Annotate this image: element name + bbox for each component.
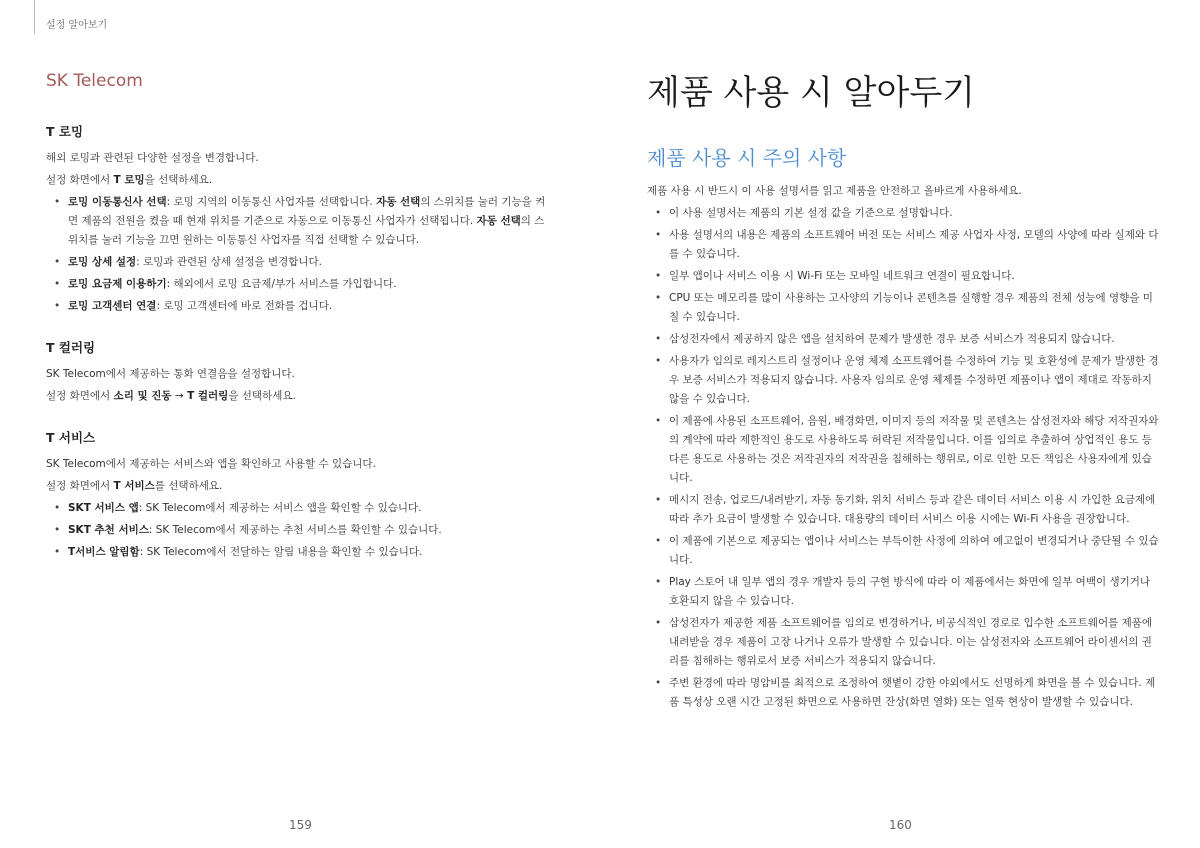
body-line (46, 387, 546, 406)
text-run: : 해외에서 로밍 요금제/부가 서비스를 가입합니다. (166, 278, 397, 290)
text-run: 의 스위치를 눌러 기능을 끄면 원하는 이동통신 사업자를 직접 선택할 수 있습니다. (68, 215, 545, 246)
bold-term: 로밍 요금제 이용하기 (68, 278, 167, 290)
caution-item: • 사용 설명서의 내용은 제품의 소프트웨어 버전 또는 서비스 제공 사업자 사정, 모델의 사양에 따라 실제와 다를 수 있습니다. (647, 226, 1159, 264)
bold-term: 로밍 이동통신사 선택 (68, 196, 167, 208)
intro-text: 제품 사용 시 반드시 이 사용 설명서를 읽고 제품을 안전하고 올바르게 사용하세요. (647, 185, 1022, 197)
bold-term: SKT 서비스 앱 (68, 502, 139, 514)
text-run: 의 스위치를 눌러 기능을 켜면 제품의 전원을 켰을 때 현재 위치를 기준으로 자동으로 이동통신 사업자가 선택됩니다. (68, 196, 546, 227)
caution-item: • 삼성전자가 제공한 제품 소프트웨어를 임의로 변경하거나, 비공식적인 경로로 입수한 소프트웨어를 제품에 내려받을 경우 제품이 고장 나거나 오류가 발생할 수 있습니다. 이는 삼성전자와 소프트웨어 라이센서의 권리를 침해하는 행위로서 보증 서비스가 적용되지 않습니다. (647, 614, 1159, 671)
body-line (46, 149, 546, 168)
bullet-item (46, 499, 546, 518)
section-title: 제품 사용 시 알아두기 (647, 73, 976, 113)
bold-term: 로밍 상세 설정 (68, 256, 137, 268)
bold-term: T 컬러링 (187, 390, 229, 402)
text-run: 를 선택하세요. (154, 480, 223, 492)
subsection-title: 제품 사용 시 주의 사항 (647, 146, 847, 170)
bullet-item (46, 253, 546, 272)
caution-item: • 삼성전자에서 제공하지 않은 앱을 설치하여 문제가 발생한 경우 보증 서비스가 적용되지 않습니다. (647, 330, 1159, 349)
body-line (46, 365, 546, 384)
text-run: 을 선택하세요. (228, 390, 296, 402)
text-run: 을 선택하세요. (144, 174, 213, 186)
body-line (46, 477, 546, 496)
brand-title: SK Telecom (46, 71, 143, 91)
section-bullets (46, 499, 546, 562)
text-run: : 로밍과 관련된 상세 설정을 변경합니다. (136, 256, 323, 268)
caution-item: • 메시지 전송, 업로드/내려받기, 자동 동기화, 위치 서비스 등과 같은 데이터 서비스 이용 시 가입한 요금제에 따라 추가 요금이 발생할 수 있습니다. 대용량의 데이터 서비스 이용 시에는 Wi-Fi 사용을 권장합니다. (647, 491, 1159, 529)
heading-t-coloring: T 컬러링 (46, 340, 96, 355)
caution-item: • Play 스토어 내 일부 앱의 경우 개발자 등의 구현 방식에 따라 이 제품에서는 화면에 일부 여백이 생기거나 호환되지 않을 수 있습니다. (647, 573, 1159, 611)
section-lines (46, 149, 546, 190)
caution-item: • 이 제품에 기본으로 제공되는 앱이나 서비스는 부득이한 사정에 의하여 예고없이 변경되거나 중단될 수 있습니다. (647, 532, 1159, 570)
text-run: : 로밍 지역의 이동통신 사업자를 선택합니다. (166, 196, 377, 208)
heading-t-service: T 서비스 (46, 430, 96, 445)
bold-term: SKT 추천 서비스 (68, 524, 149, 536)
caution-list (647, 204, 1159, 712)
right-content (647, 70, 1159, 712)
caution-item: • 이 사용 설명서는 제품의 기본 설정 값을 기준으로 설명합니다. (647, 204, 1159, 223)
bullet-item (46, 275, 546, 294)
text-run: 설정 화면에서 (46, 480, 114, 492)
body-line (46, 455, 546, 474)
caution-item: • 이 제품에 사용된 소프트웨어, 음원, 배경화면, 이미지 등의 저작물 및 콘텐츠는 삼성전자와 해당 저작권자와의 계약에 따라 제한적인 용도로 사용하도록 허락된 저작물입니다. 이를 임의로 추출하여 상업적인 용도 등 다른 용도로 사용하는 것은 저작권자의 저작권을 침해하는 행위로, 이로 인한 모든 책임은 사용자에게 있습니다. (647, 412, 1159, 488)
caution-item: • 주변 환경에 따라 명암비를 최적으로 조정하여 햇볕이 강한 야외에서도 선명하게 화면을 볼 수 있습니다. 제품 특성상 오랜 시간 고정된 화면으로 사용하면 잔상(화면 열화) 또는 얼룩 현상이 발생할 수 있습니다. (647, 674, 1159, 712)
bold-term: 로밍 고객센터 연결 (68, 300, 157, 312)
bold-term: T 서비스 (113, 480, 155, 492)
bullet-item (46, 297, 546, 316)
section-lines (46, 365, 546, 406)
page-number-left: 159 (289, 818, 312, 832)
section-lines (46, 455, 546, 496)
text-run: : 로밍 고객센터에 바로 전화를 겁니다. (156, 300, 333, 312)
right-page (600, 0, 1200, 848)
bold-term: 소리 및 진동 (113, 390, 172, 402)
body-line (46, 171, 546, 190)
text-run: 설정 화면에서 (46, 390, 114, 402)
bullet-item (46, 521, 546, 540)
text-run: SK Telecom에서 제공하는 서비스와 앱을 확인하고 사용할 수 있습니다. (46, 458, 376, 470)
caution-item: • 일부 앱이나 서비스 이용 시 Wi-Fi 또는 모바일 네트워크 연결이 필요합니다. (647, 267, 1159, 286)
caution-item: • CPU 또는 메모리를 많이 사용하는 고사양의 기능이나 콘텐츠를 실행할 경우 제품의 전체 성능에 영향을 미칠 수 있습니다. (647, 289, 1159, 327)
text-run: → (171, 390, 188, 402)
text-run: SK Telecom에서 제공하는 통화 연결음을 설정합니다. (46, 368, 295, 380)
text-run: : SK Telecom에서 제공하는 서비스 앱을 확인할 수 있습니다. (138, 502, 422, 514)
page-number-right: 160 (889, 818, 912, 832)
heading-t-roaming: T 로밍 (46, 124, 84, 139)
text-run: 설정 화면에서 (46, 174, 114, 186)
running-head: 설정 알아보기 (46, 20, 108, 31)
caution-item: • 사용자가 임의로 레지스트리 설정이나 운영 체제 소프트웨어를 수정하여 기능 및 호환성에 문제가 발생한 경우 보증 서비스가 적용되지 않습니다. 사용자 임의로 운영 체제를 수정하면 제품이나 앱이 제대로 작동하지 않을 수 있습니다. (647, 352, 1159, 409)
text-run: 해외 로밍과 관련된 다양한 설정을 변경합니다. (46, 152, 259, 164)
text-run: : SK Telecom에서 전달하는 알림 내용을 확인할 수 있습니다. (139, 546, 423, 558)
bullet-item (46, 193, 546, 250)
bold-term: 자동 선택 (476, 215, 521, 227)
bold-term: 자동 선택 (376, 196, 421, 208)
section-bullets (46, 193, 546, 316)
bold-term: T서비스 알림함 (68, 546, 140, 558)
bold-term: T 로밍 (113, 174, 145, 186)
left-content (46, 68, 546, 562)
bullet-item (46, 543, 546, 562)
text-run: : SK Telecom에서 제공하는 추천 서비스를 확인할 수 있습니다. (148, 524, 442, 536)
margin-rule (34, 0, 35, 34)
